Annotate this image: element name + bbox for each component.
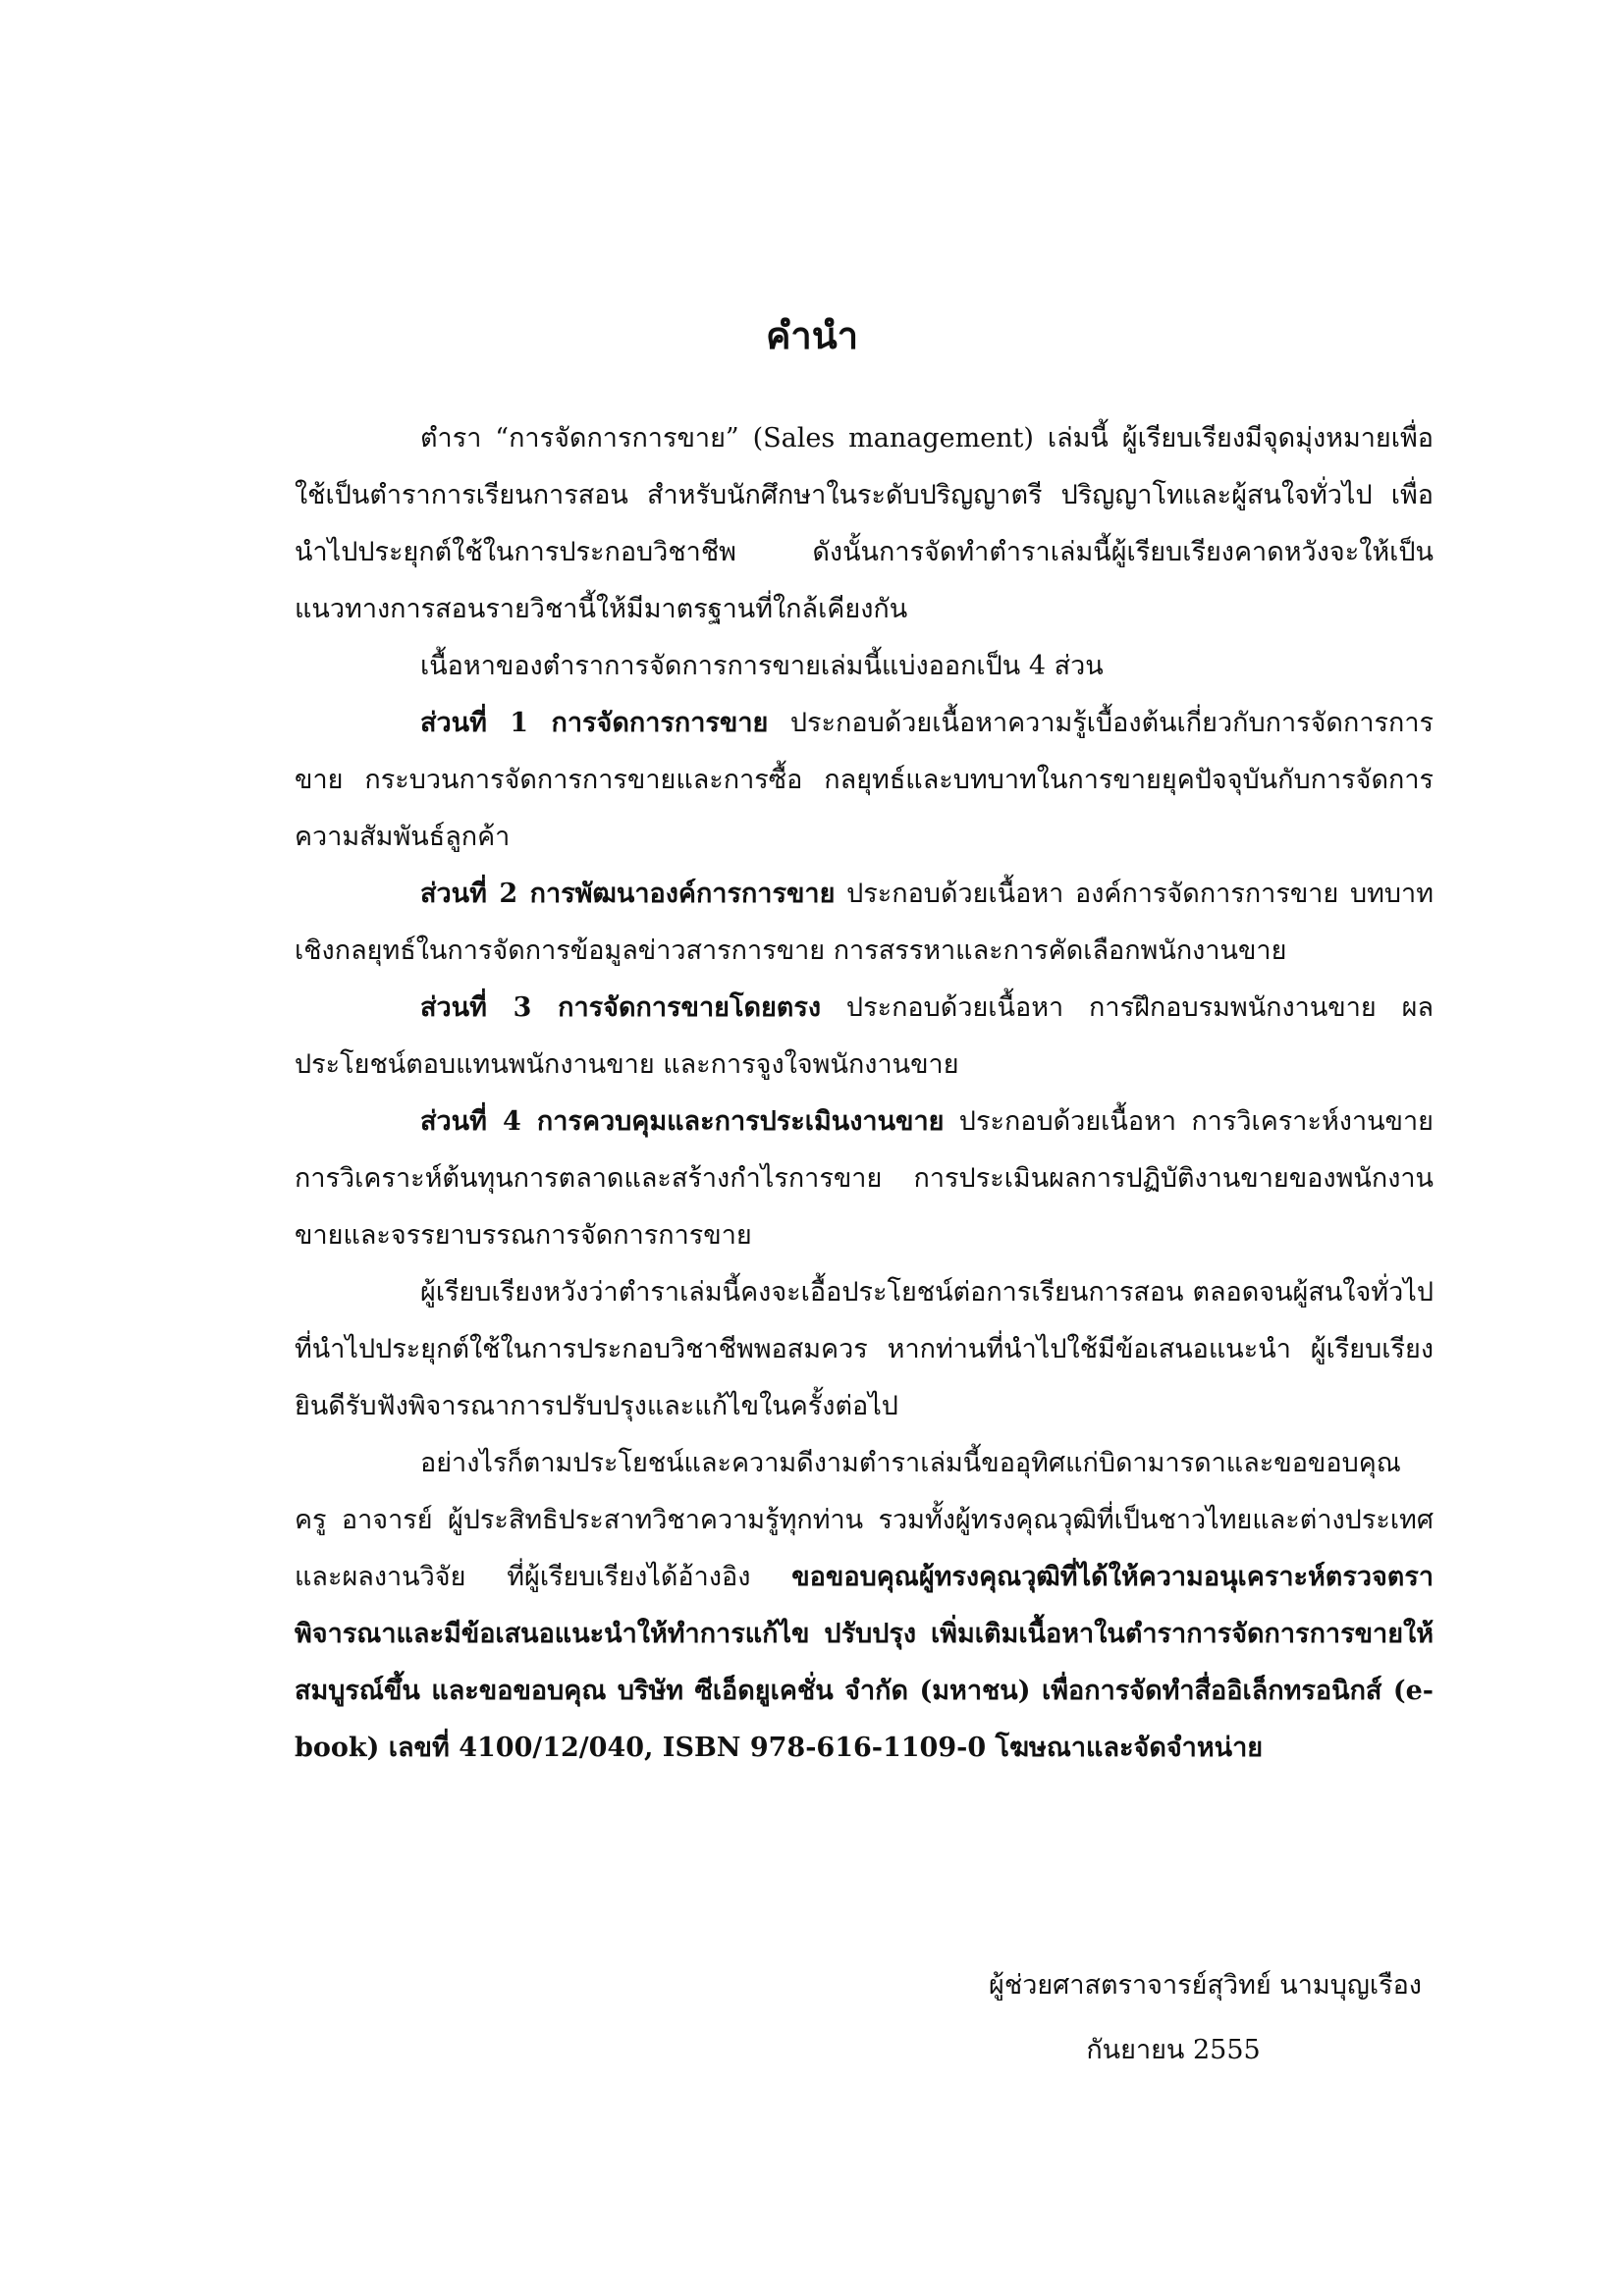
paragraph-text: ประกอบด้วยเนื้อหา การวิเคราะห์งานขาย การวิเคราะห์ต้นทุนการตลาดและสร้างกำไรการขาย การประเมินผลการปฏิบัติงานขายของพนักงานขายและจรรยาบรรณการจัดการการขาย <box>295 1106 1434 1251</box>
paragraph-text: ประกอบด้วยเนื้อหา การฝึกอบรมพนักงานขาย ผลประโยชน์ตอบแทนพนักงานขาย และการจูงใจพนักงานขาย <box>295 992 1435 1080</box>
part-heading: ส่วนที่ 3 การจัดการขายโดยตรง <box>420 992 822 1023</box>
paragraph-text: ประกอบด้วยเนื้อหาความรู้เบื้องต้นเกี่ยวกับการจัดการการขาย กระบวนการจัดการการขายและการซื้อ กลยุทธ์และบทบาทในการขายยุคปัจจุบันกับการจัดการความสัมพันธ์ลูกค้า <box>295 708 1434 852</box>
foreword-body <box>295 410 1434 1777</box>
paragraph-text: อย่างไรก็ตามประโยชน์และความดีงามตำราเล่มนี้ขออุทิศแก่บิดามารดาและขอขอบคุณ ครู อาจารย์ ผู้ประสิทธิประสาทวิชาความรู้ทุกท่าน รวมทั้งผู้ทรงคุณวุฒิที่เป็นชาวไทยและต่างประเทศ และผลงานวิจัย ที่ผู้เรียบเรียงได้อ้างอิง <box>295 1448 1434 1592</box>
paragraph-text: เนื้อหาของตำราการจัดการการขายเล่มนี้แบ่งออกเป็น 4 ส่วน <box>420 651 1104 681</box>
paragraph-text: ผู้เรียบเรียงหวังว่าตำราเล่มนี้คงจะเอื้อประโยชน์ต่อการเรียนการสอน ตลอดจนผู้สนใจทั่วไป ที่นำไปประยุกต์ใช้ในการประกอบวิชาชีพพอสมควร หากท่านที่นำไปใช้มีข้อเสนอแนะนำ ผู้เรียบเรียงยินดีรับฟังพิจารณาการปรับปรุงและแก้ไขในครั้งต่อไป <box>295 1277 1434 1421</box>
signature-block <box>884 1953 1434 2083</box>
paragraph-intro <box>295 410 1434 638</box>
page-title: คำนำ <box>765 313 859 357</box>
paragraph-part-2 <box>295 866 1434 980</box>
paragraph-part-4 <box>295 1094 1434 1264</box>
part-heading: ส่วนที่ 4 การควบคุมและการประเมินงานขาย <box>420 1106 945 1137</box>
paragraph-part-3 <box>295 980 1434 1094</box>
paragraph-contents-overview <box>295 638 1434 695</box>
part-heading: ส่วนที่ 2 การพัฒนาองค์การการขาย <box>420 879 836 909</box>
paragraph-hope <box>295 1264 1434 1435</box>
paragraph-acknowledgement <box>295 1435 1434 1777</box>
part-heading: ส่วนที่ 1 การจัดการการขาย <box>420 708 769 738</box>
author-name: ผู้ช่วยศาสตราจารย์สุวิทย์ นามบุญเรือง <box>989 1970 1422 2001</box>
paragraph-part-1 <box>295 695 1434 866</box>
signature-date: กันยายน 2555 <box>1086 2035 1261 2065</box>
paragraph-text: ตำรา “การจัดการการขาย” (Sales management) เล่มนี้ ผู้เรียบเรียงมีจุดมุ่งหมายเพื่อใช้เป็นตำราการเรียนการสอน สำหรับนักศึกษาในระดับปริญญาตรี ปริญญาโทและผู้สนใจทั่วไป เพื่อนำไปประยุกต์ใช้ในการประกอบวิชาชีพ ดังนั้นการจัดทำตำราเล่มนี้ผู้เรียบเรียงคาดหวังจะให้เป็นแนวทางการสอนรายวิชานี้ให้มีมาตรฐานที่ใกล้เคียงกัน <box>295 423 1434 624</box>
paragraph-text: ประกอบด้วยเนื้อหา องค์การจัดการการขาย บทบาทเชิงกลยุทธ์ในการจัดการข้อมูลข่าวสารการขาย การสรรหาและการคัดเลือกพนักงานขาย <box>295 879 1434 966</box>
acknowledgement-bold-text: ขอขอบคุณผู้ทรงคุณวุฒิที่ได้ให้ความอนุเคราะห์ตรวจตราพิจารณาและมีข้อเสนอแนะนำให้ทำการแก้ไข ปรับปรุง เพิ่มเติมเนื้อหาในตำราการจัดการการขายให้สมบูรณ์ขึ้น และขอขอบคุณ บริษัท ซีเอ็ดยูเคชั่น จำกัด (มหาชน) เพื่อการจัดทำสื่ออิเล็กทรอนิกส์ (e-book) เลขที่ 4100/12/040, ISBN 978-616-1109-0 โฆษณาและจัดจำหน่าย <box>295 1562 1434 1763</box>
